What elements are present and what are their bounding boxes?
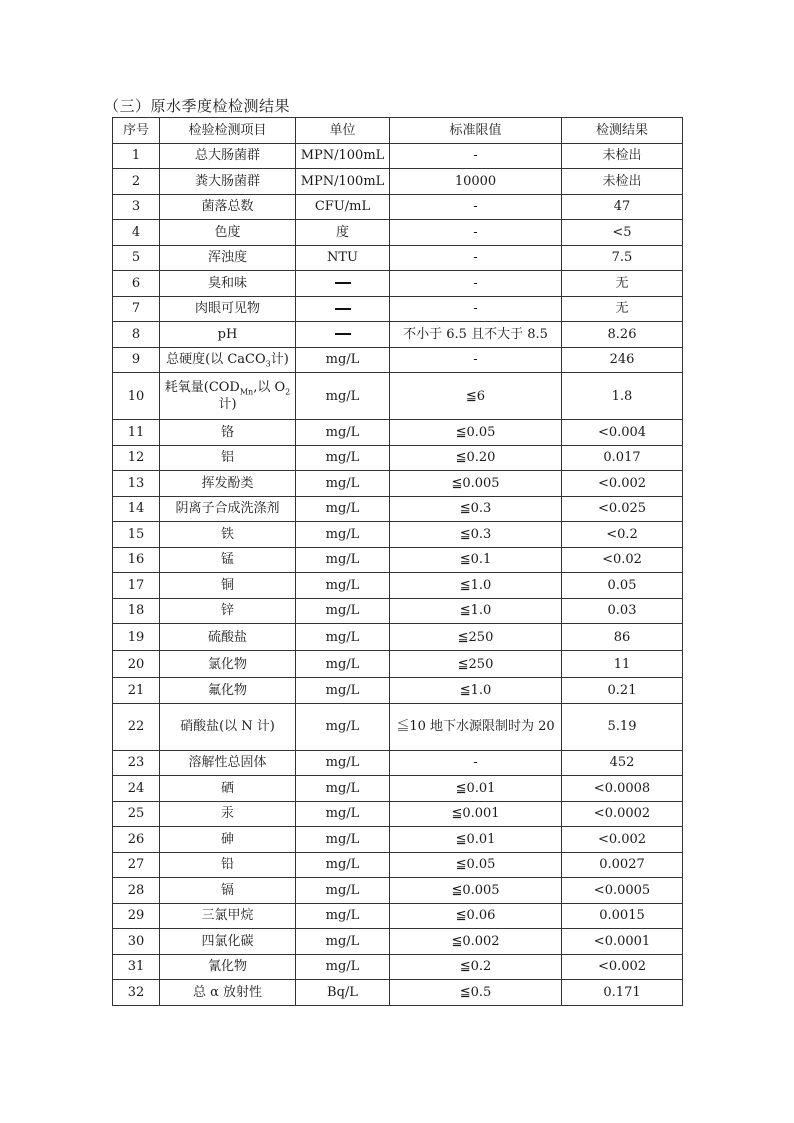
cell-no: 9 bbox=[113, 347, 160, 373]
cell-item: 总大肠菌群 bbox=[160, 143, 296, 169]
cell-item: 色度 bbox=[160, 220, 296, 246]
cell-item: 铜 bbox=[160, 573, 296, 599]
cell-unit: mg/L bbox=[296, 801, 390, 827]
item-text: 耗氧量(COD bbox=[164, 380, 240, 395]
header-item: 检验检测项目 bbox=[160, 118, 296, 144]
table-row bbox=[113, 420, 683, 446]
table-row bbox=[113, 929, 683, 955]
cell-item: 硫酸盐 bbox=[160, 624, 296, 651]
cell-result: 0.0027 bbox=[562, 852, 683, 878]
results-table bbox=[112, 117, 683, 1006]
cell-unit: mg/L bbox=[296, 547, 390, 573]
cell-item: 镉 bbox=[160, 878, 296, 904]
cell-result: 无 bbox=[562, 296, 683, 322]
cell-no: 13 bbox=[113, 471, 160, 497]
dash-bar-icon bbox=[335, 333, 351, 335]
cell-unit bbox=[296, 322, 390, 348]
cell-item: 浑浊度 bbox=[160, 245, 296, 271]
cell-unit: mg/L bbox=[296, 929, 390, 955]
cell-limit: ≦0.005 bbox=[390, 471, 562, 497]
cell-result: <0.02 bbox=[562, 547, 683, 573]
cell-item: 硒 bbox=[160, 776, 296, 802]
cell-unit: mg/L bbox=[296, 445, 390, 471]
table-row bbox=[113, 903, 683, 929]
cell-limit: - bbox=[390, 347, 562, 373]
cell-result: 47 bbox=[562, 194, 683, 220]
cell-unit: mg/L bbox=[296, 827, 390, 853]
cell-result: 0.05 bbox=[562, 573, 683, 599]
cell-limit: - bbox=[390, 143, 562, 169]
cell-limit: ≦0.001 bbox=[390, 801, 562, 827]
cell-no: 4 bbox=[113, 220, 160, 246]
cell-item: 总 α 放射性 bbox=[160, 980, 296, 1006]
cell-unit: MPN/100mL bbox=[296, 143, 390, 169]
cell-unit: mg/L bbox=[296, 496, 390, 522]
cell-unit: mg/L bbox=[296, 703, 390, 750]
cell-limit: ≦0.3 bbox=[390, 496, 562, 522]
cell-no: 22 bbox=[113, 703, 160, 750]
subscript-text: 3 bbox=[265, 359, 271, 369]
section-title: （三）原水季度检检测结果 bbox=[104, 97, 291, 115]
header-result: 检测结果 bbox=[562, 118, 683, 144]
cell-limit: - bbox=[390, 194, 562, 220]
cell-result: 11 bbox=[562, 651, 683, 678]
cell-no: 15 bbox=[113, 522, 160, 548]
item-text: 计) bbox=[270, 352, 289, 368]
cell-unit: mg/L bbox=[296, 624, 390, 651]
cell-unit: mg/L bbox=[296, 678, 390, 704]
table-row bbox=[113, 852, 683, 878]
cell-limit: ≦0.01 bbox=[390, 776, 562, 802]
cell-result: <0.2 bbox=[562, 522, 683, 548]
table-row bbox=[113, 471, 683, 497]
cell-item: pH bbox=[160, 322, 296, 348]
cell-result: <0.002 bbox=[562, 954, 683, 980]
cell-result: 0.21 bbox=[562, 678, 683, 704]
cell-item: 阴离子合成洗涤剂 bbox=[160, 496, 296, 522]
cell-no: 17 bbox=[113, 573, 160, 599]
cell-unit: mg/L bbox=[296, 878, 390, 904]
item-text: 总硬度(以 CaCO bbox=[166, 352, 266, 368]
cell-unit: mg/L bbox=[296, 903, 390, 929]
table-header-row bbox=[113, 118, 683, 144]
cell-item: 氯化物 bbox=[160, 651, 296, 678]
cell-limit: ≦250 bbox=[390, 624, 562, 651]
cell-unit: mg/L bbox=[296, 954, 390, 980]
item-text: 计) bbox=[218, 397, 237, 412]
cell-unit: mg/L bbox=[296, 776, 390, 802]
cell-limit: - bbox=[390, 750, 562, 776]
cell-result: <5 bbox=[562, 220, 683, 246]
cell-unit: CFU/mL bbox=[296, 194, 390, 220]
table-row bbox=[113, 245, 683, 271]
table-row bbox=[113, 980, 683, 1006]
cell-item: 铬 bbox=[160, 420, 296, 446]
cell-item: 溶解性总固体 bbox=[160, 750, 296, 776]
cell-no: 24 bbox=[113, 776, 160, 802]
cell-result: 1.8 bbox=[562, 373, 683, 420]
cell-unit bbox=[296, 296, 390, 322]
table-row bbox=[113, 954, 683, 980]
cell-no: 2 bbox=[113, 169, 160, 195]
cell-item: 粪大肠菌群 bbox=[160, 169, 296, 195]
table-row bbox=[113, 194, 683, 220]
cell-unit: Bq/L bbox=[296, 980, 390, 1006]
cell-no: 3 bbox=[113, 194, 160, 220]
cell-limit: ≦0.1 bbox=[390, 547, 562, 573]
table-row bbox=[113, 878, 683, 904]
table-body bbox=[113, 143, 683, 1005]
cell-no: 7 bbox=[113, 296, 160, 322]
cell-limit: ≦0.01 bbox=[390, 827, 562, 853]
cell-result: 246 bbox=[562, 347, 683, 373]
cell-limit: - bbox=[390, 220, 562, 246]
table-row bbox=[113, 573, 683, 599]
cell-result: <0.004 bbox=[562, 420, 683, 446]
cell-no: 21 bbox=[113, 678, 160, 704]
cell-result: <0.0008 bbox=[562, 776, 683, 802]
cell-result: 86 bbox=[562, 624, 683, 651]
item-text: ,以 O bbox=[253, 380, 286, 395]
cell-unit: mg/L bbox=[296, 373, 390, 420]
cell-result: 0.017 bbox=[562, 445, 683, 471]
cell-no: 6 bbox=[113, 271, 160, 297]
cell-unit: NTU bbox=[296, 245, 390, 271]
cell-result: <0.0002 bbox=[562, 801, 683, 827]
dash-bar-icon bbox=[335, 308, 351, 310]
table-row bbox=[113, 373, 683, 420]
cell-item: 铝 bbox=[160, 445, 296, 471]
cell-unit: mg/L bbox=[296, 522, 390, 548]
table-row bbox=[113, 547, 683, 573]
cell-result: 452 bbox=[562, 750, 683, 776]
cell-result: 5.19 bbox=[562, 703, 683, 750]
cell-no: 8 bbox=[113, 322, 160, 348]
cell-result: 未检出 bbox=[562, 143, 683, 169]
cell-no: 29 bbox=[113, 903, 160, 929]
cell-limit: ≦0.002 bbox=[390, 929, 562, 955]
header-no: 序号 bbox=[113, 118, 160, 144]
cell-result: 0.171 bbox=[562, 980, 683, 1006]
cell-item: 锌 bbox=[160, 598, 296, 624]
cell-item: 挥发酚类 bbox=[160, 471, 296, 497]
cell-limit: ≦6 bbox=[390, 373, 562, 420]
cell-unit: mg/L bbox=[296, 651, 390, 678]
cell-no: 20 bbox=[113, 651, 160, 678]
header-unit: 单位 bbox=[296, 118, 390, 144]
cell-result: <0.0001 bbox=[562, 929, 683, 955]
table-row bbox=[113, 522, 683, 548]
header-limit: 标准限值 bbox=[390, 118, 562, 144]
table-row bbox=[113, 624, 683, 651]
table-row bbox=[113, 651, 683, 678]
table-row bbox=[113, 143, 683, 169]
cell-result: <0.002 bbox=[562, 827, 683, 853]
cell-item: 铅 bbox=[160, 852, 296, 878]
cell-limit: ≦0.20 bbox=[390, 445, 562, 471]
cell-unit: mg/L bbox=[296, 471, 390, 497]
cell-unit: mg/L bbox=[296, 750, 390, 776]
table-row bbox=[113, 169, 683, 195]
cell-limit: - bbox=[390, 296, 562, 322]
cell-unit bbox=[296, 271, 390, 297]
cell-limit: ≦1.0 bbox=[390, 573, 562, 599]
cell-item: 肉眼可见物 bbox=[160, 296, 296, 322]
cell-limit: ≦1.0 bbox=[390, 598, 562, 624]
table-row bbox=[113, 496, 683, 522]
table-row bbox=[113, 296, 683, 322]
subscript-text: Mn bbox=[239, 387, 254, 397]
cell-no: 1 bbox=[113, 143, 160, 169]
table-row bbox=[113, 445, 683, 471]
cell-no: 11 bbox=[113, 420, 160, 446]
cell-limit: ≦0.2 bbox=[390, 954, 562, 980]
cell-item bbox=[160, 373, 296, 420]
cell-unit: mg/L bbox=[296, 347, 390, 373]
cell-no: 18 bbox=[113, 598, 160, 624]
cell-no: 23 bbox=[113, 750, 160, 776]
cell-no: 12 bbox=[113, 445, 160, 471]
table-row bbox=[113, 220, 683, 246]
cell-limit: ≦0.05 bbox=[390, 852, 562, 878]
cell-item: 汞 bbox=[160, 801, 296, 827]
table-row bbox=[113, 322, 683, 348]
cell-result: <0.0005 bbox=[562, 878, 683, 904]
cell-item: 臭和味 bbox=[160, 271, 296, 297]
cell-no: 31 bbox=[113, 954, 160, 980]
table-row bbox=[113, 750, 683, 776]
cell-result: 7.5 bbox=[562, 245, 683, 271]
cell-item: 锰 bbox=[160, 547, 296, 573]
cell-result: 0.03 bbox=[562, 598, 683, 624]
cell-no: 30 bbox=[113, 929, 160, 955]
cell-no: 16 bbox=[113, 547, 160, 573]
cell-item bbox=[160, 347, 296, 373]
cell-item: 硝酸盐(以 N 计) bbox=[160, 703, 296, 750]
cell-unit: mg/L bbox=[296, 598, 390, 624]
cell-limit: ≦0.005 bbox=[390, 878, 562, 904]
cell-limit: 不小于 6.5 且不大于 8.5 bbox=[390, 322, 562, 348]
cell-item: 三氯甲烷 bbox=[160, 903, 296, 929]
cell-unit: 度 bbox=[296, 220, 390, 246]
cell-item: 四氯化碳 bbox=[160, 929, 296, 955]
cell-no: 32 bbox=[113, 980, 160, 1006]
cell-limit: ≦0.06 bbox=[390, 903, 562, 929]
cell-limit: ≦0.05 bbox=[390, 420, 562, 446]
cell-limit: - bbox=[390, 271, 562, 297]
cell-no: 25 bbox=[113, 801, 160, 827]
cell-result: 未检出 bbox=[562, 169, 683, 195]
table-row bbox=[113, 347, 683, 373]
cell-result: 8.26 bbox=[562, 322, 683, 348]
table-row bbox=[113, 827, 683, 853]
table-row bbox=[113, 598, 683, 624]
cell-limit: - bbox=[390, 245, 562, 271]
cell-item: 氟化物 bbox=[160, 678, 296, 704]
cell-limit: 10000 bbox=[390, 169, 562, 195]
table-row bbox=[113, 801, 683, 827]
cell-no: 27 bbox=[113, 852, 160, 878]
cell-no: 5 bbox=[113, 245, 160, 271]
cell-limit: ≦0.5 bbox=[390, 980, 562, 1006]
cell-limit: ≦0.3 bbox=[390, 522, 562, 548]
table-row bbox=[113, 678, 683, 704]
cell-limit: ≦250 bbox=[390, 651, 562, 678]
cell-limit: ≦1.0 bbox=[390, 678, 562, 704]
cell-result: 0.0015 bbox=[562, 903, 683, 929]
cell-no: 10 bbox=[113, 373, 160, 420]
cell-no: 14 bbox=[113, 496, 160, 522]
table-row bbox=[113, 776, 683, 802]
cell-item: 氰化物 bbox=[160, 954, 296, 980]
cell-result: <0.025 bbox=[562, 496, 683, 522]
cell-item: 砷 bbox=[160, 827, 296, 853]
cell-no: 26 bbox=[113, 827, 160, 853]
cell-result: <0.002 bbox=[562, 471, 683, 497]
cell-unit: mg/L bbox=[296, 852, 390, 878]
table-row bbox=[113, 271, 683, 297]
cell-no: 19 bbox=[113, 624, 160, 651]
cell-unit: MPN/100mL bbox=[296, 169, 390, 195]
cell-limit: ≦10 地下水源限制时为 20 bbox=[390, 703, 562, 750]
subscript-text: 2 bbox=[285, 387, 291, 397]
dash-bar-icon bbox=[335, 282, 351, 284]
cell-item: 菌落总数 bbox=[160, 194, 296, 220]
cell-no: 28 bbox=[113, 878, 160, 904]
cell-result: 无 bbox=[562, 271, 683, 297]
cell-unit: mg/L bbox=[296, 573, 390, 599]
table-row bbox=[113, 703, 683, 750]
cell-unit: mg/L bbox=[296, 420, 390, 446]
cell-item: 铁 bbox=[160, 522, 296, 548]
